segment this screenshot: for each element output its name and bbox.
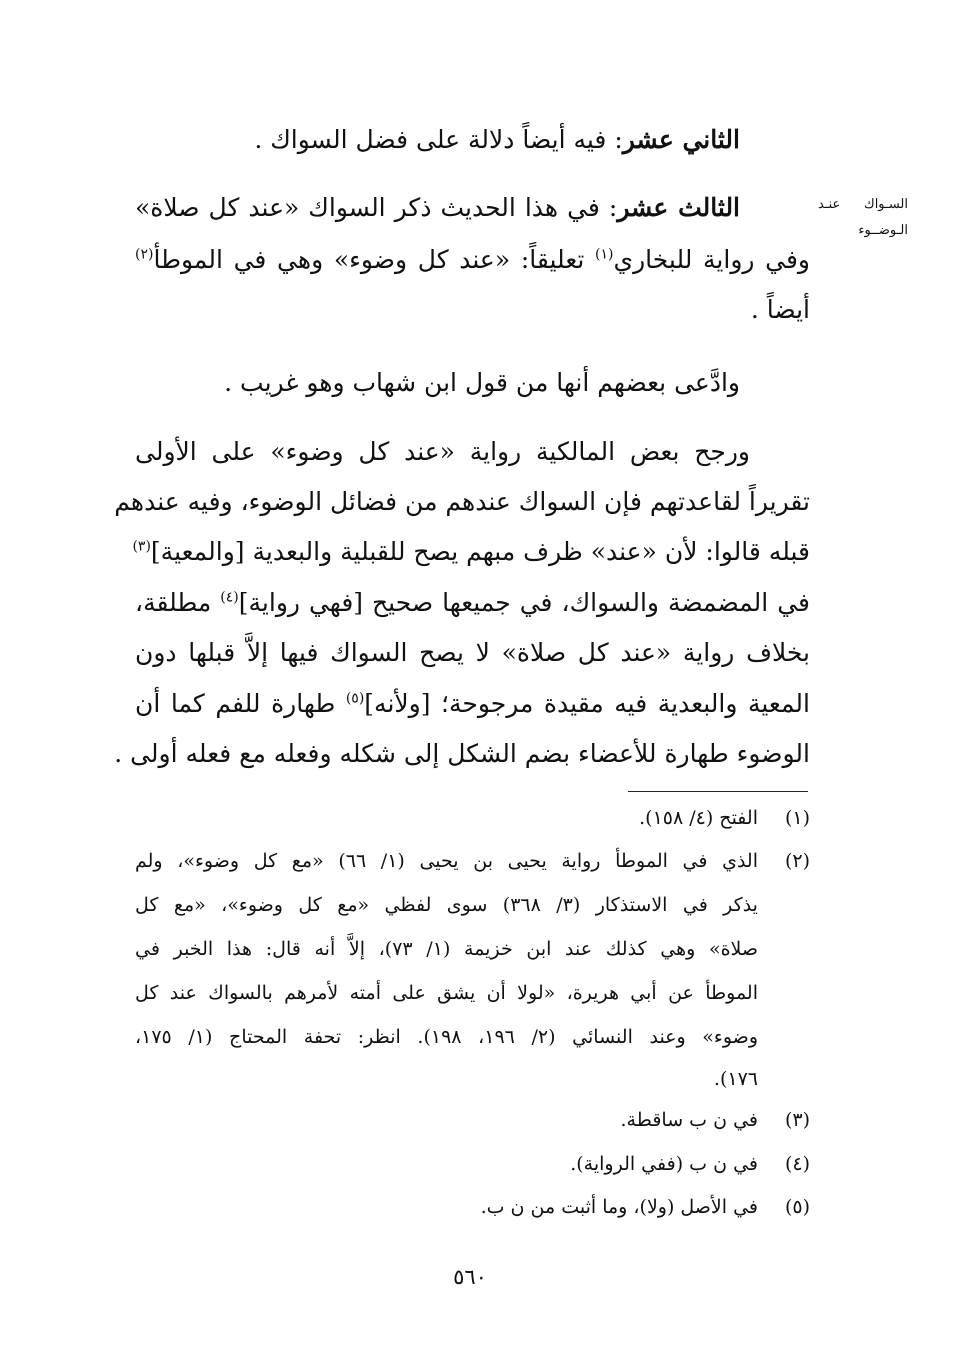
footnote-1	[135, 803, 810, 833]
paragraph-4-line-3-text: قبله قالوا: لأن «عند» ظرف مبهم يصح للقبلية والبعدية [والمعية]	[150, 537, 810, 566]
footnote-2	[135, 846, 810, 876]
footnote-ref-2[interactable]: (٢)	[135, 246, 154, 263]
footnote-2-cont-2	[135, 890, 810, 920]
footnotes	[114, 0, 810, 1250]
footnote-5-number: (٥)	[784, 1196, 810, 1218]
footnote-ref-1[interactable]: (١)	[595, 246, 614, 263]
margin-note	[818, 192, 908, 244]
footnote-2-line-5: وضوء» وعند النسائي (٢/ ١٩٦، ١٩٨). انظر: تحفة المحتاج (١/ ١٧٥،	[135, 1026, 758, 1048]
margin-note-line-2: الـوضــوء	[858, 223, 908, 238]
paragraph-4-line-2: تقريراً لقاعدتهم فإن السواك عندهم من فضائل الوضوء، وفيه عندهم	[114, 487, 810, 516]
footnote-4	[135, 1149, 810, 1179]
paragraph-2-line-2-a: وفي رواية للبخاري	[613, 245, 810, 274]
footnote-5-line-1: في الأصل (ولا)، وما أثبت من ن ب.	[480, 1196, 758, 1218]
footnote-3	[135, 1105, 810, 1135]
footnote-3-number: (٣)	[784, 1109, 810, 1131]
footnote-4-line-1: في ن ب (ففي الرواية).	[570, 1153, 758, 1175]
footnote-2-cont-5	[135, 1022, 810, 1052]
paragraph-4-line-1: ورجح بعض المالكية رواية «عند كل وضوء» على الأولى	[135, 437, 750, 466]
footnote-1-number: (١)	[784, 807, 810, 829]
paragraph-4-line-4-b: مطلقة،	[135, 588, 221, 617]
paragraph-4-line-6-b: طهارة للفم كما أن	[135, 689, 346, 718]
page-number: ٥٦٠	[453, 1265, 487, 1289]
paragraph-4-line-4-a: في المضمضة والسواك، في جميعها صحيح [فهي رواية]	[238, 588, 810, 617]
footnote-ref-4[interactable]: (٤)	[220, 589, 239, 606]
footnote-2-line-6: ١٧٦).	[713, 1068, 758, 1090]
footnote-2-line-3: صلاة» وهي كذلك عند ابن خزيمة (١/ ٧٣)، إلاَّ أنه قال: هذا الخبر في	[135, 938, 758, 960]
footnote-2-line-2: يذكر في الاستذكار (٣/ ٣٦٨) سوى لفظي «مع كل وضوء»، «مع كل	[135, 894, 758, 916]
paragraph-2-line-1-text: : في هذا الحديث ذكر السواك «عند كل صلاة»	[135, 193, 618, 222]
footnote-4-number: (٤)	[784, 1153, 810, 1175]
footnote-5	[135, 1192, 810, 1222]
margin-note-line-1: السـواك عنـد	[818, 197, 908, 212]
footnote-2-line-4: الموطأ عن أبي هريرة، «لولا أن يشق على أمته لأمرهم بالسواك عند كل	[135, 982, 758, 1004]
paragraph-4-line-6-a: المعية والبعدية فيه مقيدة مرجوحة؛ [ولأنه]	[364, 689, 810, 718]
paragraph-4-line-5: بخلاف رواية «عند كل صلاة» لا يصح السواك فيها إلاَّ قبلها دون	[135, 638, 810, 667]
footnote-2-cont-4	[135, 978, 810, 1008]
paragraph-2-line-2-b: تعليقاً: «عند كل وضوء» وهي في الموطأ	[153, 245, 596, 274]
paragraph-1-lead: الثاني عشر	[622, 125, 740, 154]
footnote-2-line-1: الذي في الموطأ رواية يحيى بن يحيى (١/ ٦٦) «مع كل وضوء»، ولم	[135, 850, 758, 872]
paragraph-2-line-3: أيضاً .	[750, 295, 810, 324]
footnote-ref-3[interactable]: (٣)	[132, 538, 151, 555]
paragraph-4-line-7: الوضوء طهارة للأعضاء بضم الشكل إلى شكله وفعله مع فعله أولى .	[114, 739, 810, 768]
footnote-2-number: (٢)	[784, 850, 810, 872]
footnote-1-line-1: الفتح (٤/ ١٥٨).	[639, 807, 758, 829]
footnote-3-line-1: في ن ب ساقطة.	[620, 1109, 758, 1131]
footnote-2-cont-6	[135, 1064, 810, 1094]
footnote-2-cont-3	[135, 934, 810, 964]
footnote-ref-5[interactable]: (٥)	[345, 690, 365, 707]
paragraph-1-text: : فيه أيضاً دلالة على فضل السواك .	[254, 125, 623, 154]
paragraph-2-lead: الثالث عشر	[617, 193, 741, 222]
paragraph-3: وادَّعى بعضهم أنها من قول ابن شهاب وهو غريب .	[224, 368, 740, 397]
